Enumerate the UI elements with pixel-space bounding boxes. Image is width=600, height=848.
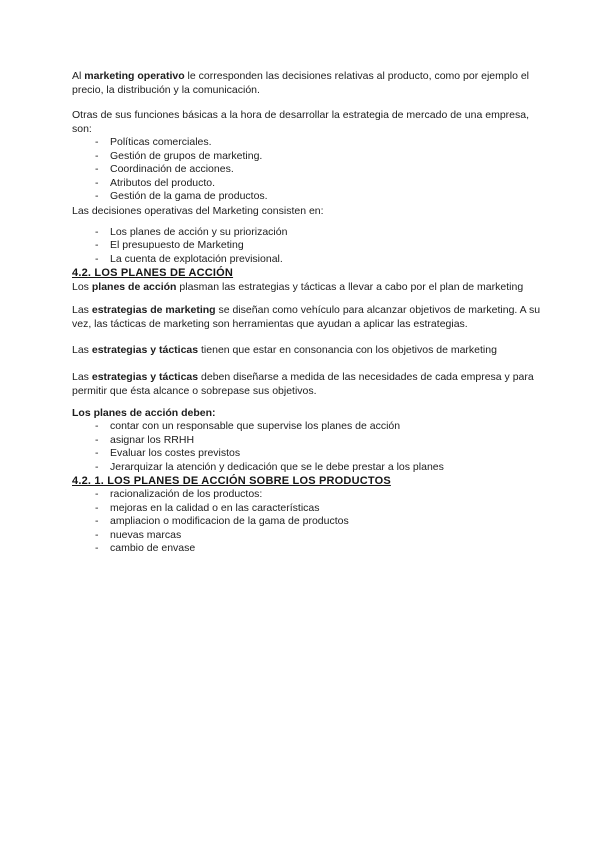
paragraph-estrategias-tacticas-consonancia bbox=[72, 343, 544, 357]
bold-text-run: planes de acción bbox=[91, 281, 177, 293]
text-run: Al bbox=[72, 70, 85, 82]
section-heading-planes-sobre-productos: 4.2. 1. LOS PLANES DE ACCIÓN SOBRE LOS PRODUCTOS bbox=[72, 475, 391, 487]
list-item: - asignar los RRHH bbox=[72, 434, 544, 448]
text-run: se diseñan como vehículo para alcanzar objetivos de marketing. A su vez, las tácticas de marketing son herramientas que ayudan a aplicar las estrategias. bbox=[72, 304, 541, 330]
list-item: - cambio de envase bbox=[72, 542, 544, 556]
list-decisiones-operativas bbox=[72, 226, 544, 267]
text-run: Otras de sus funciones básicas a la hora de desarrollar la estrategia de mercado de una empresa, son: bbox=[72, 109, 530, 135]
list-funciones-basicas bbox=[72, 136, 544, 204]
list-item: - contar con un responsable que supervise los planes de acción bbox=[72, 420, 544, 434]
text-run: Las bbox=[72, 371, 92, 383]
text-run: deben diseñarse a medida de las necesidades de cada empresa y para permitir que ésta alcance o sobrepase sus objetivos. bbox=[72, 371, 534, 397]
list-planes-deben bbox=[72, 420, 544, 474]
list-item: - Jerarquizar la atención y dedicación que se le debe prestar a los planes bbox=[72, 461, 544, 475]
paragraph-funciones-basicas bbox=[72, 108, 544, 136]
paragraph-estrategias-de-marketing bbox=[72, 303, 544, 331]
text-run: Los bbox=[72, 281, 92, 293]
paragraph-marketing-operativo bbox=[72, 69, 544, 97]
paragraph-planes-deben bbox=[72, 406, 544, 420]
paragraph-planes-de-accion bbox=[72, 280, 544, 294]
list-item: - ampliacion o modificacion de la gama de productos bbox=[72, 515, 544, 529]
bold-text-run: estrategias y tácticas bbox=[91, 344, 199, 356]
text-run: tienen que estar en consonancia con los objetivos de marketing bbox=[198, 344, 497, 356]
list-item: - nuevas marcas bbox=[72, 529, 544, 543]
text-run: Las bbox=[72, 304, 92, 316]
bold-text-run: marketing operativo bbox=[84, 70, 185, 82]
list-item: - Políticas comerciales. bbox=[72, 136, 544, 150]
text-run: le corresponden las decisiones relativas al producto, como por ejemplo el precio, la distribución y la comunicación. bbox=[72, 70, 529, 96]
list-item: - Los planes de acción y su priorización bbox=[72, 226, 544, 240]
text-run: Las bbox=[72, 344, 92, 356]
list-item: - Gestión de la gama de productos. bbox=[72, 190, 544, 204]
list-item: - Atributos del producto. bbox=[72, 177, 544, 191]
list-planes-sobre-productos bbox=[72, 488, 544, 556]
bold-text-run: estrategias de marketing bbox=[91, 304, 216, 316]
list-item: - racionalización de los productos: bbox=[72, 488, 544, 502]
list-item: - mejoras en la calidad o en las características bbox=[72, 502, 544, 516]
bold-text-run: estrategias y tácticas bbox=[91, 371, 199, 383]
text-run: Las decisiones operativas del Marketing consisten en: bbox=[72, 204, 324, 217]
list-item: - Gestión de grupos de marketing. bbox=[72, 150, 544, 164]
list-item: - El presupuesto de Marketing bbox=[72, 239, 544, 253]
paragraph-estrategias-tacticas-medida bbox=[72, 370, 544, 398]
bold-text-run: Los planes de acción deben: bbox=[72, 407, 216, 419]
paragraph-decisiones-operativas bbox=[72, 204, 544, 218]
list-item: - Evaluar los costes previstos bbox=[72, 447, 544, 461]
section-heading-planes-de-accion: 4.2. LOS PLANES DE ACCIÓN bbox=[72, 267, 234, 279]
text-run: plasman las estrategias y tácticas a llevar a cabo por el plan de marketing bbox=[176, 281, 524, 293]
list-item: - Coordinación de acciones. bbox=[72, 163, 544, 177]
list-item: - La cuenta de explotación previsional. bbox=[72, 253, 544, 267]
